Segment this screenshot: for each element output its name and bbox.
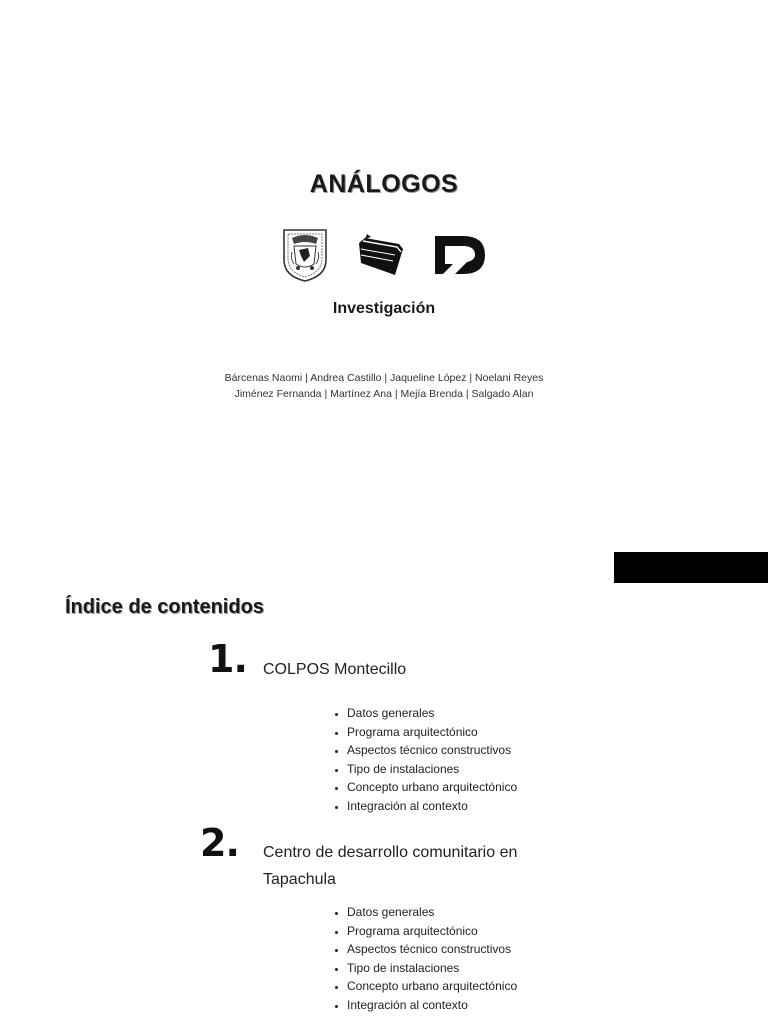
cd-logo-icon xyxy=(433,234,487,276)
toc-title: Índice de contenidos xyxy=(65,596,264,618)
section-number-2: 2. xyxy=(200,821,239,865)
document-title: ANÁLOGOS xyxy=(309,170,459,198)
faculty-architecture-icon xyxy=(357,231,405,277)
list-item[interactable]: • Datos generales xyxy=(347,704,517,723)
document-subtitle: Investigación xyxy=(332,300,436,317)
authors-line-1: Bárcenas Naomi | Andrea Castillo | Jaqueline López | Noelani Reyes xyxy=(224,372,544,384)
list-item[interactable]: • Concepto urbano arquitectónico xyxy=(347,778,517,797)
list-item[interactable]: • Programa arquitectónico xyxy=(347,723,517,742)
list-item[interactable]: • Integración al contexto xyxy=(347,996,517,1015)
section-2-items xyxy=(330,903,517,1014)
list-item[interactable]: • Aspectos técnico constructivos xyxy=(347,940,517,959)
logo-row xyxy=(0,226,768,286)
list-item[interactable]: • Integración al contexto xyxy=(347,797,517,816)
section-1-items xyxy=(330,704,517,815)
list-item[interactable]: • Aspectos técnico constructivos xyxy=(347,741,517,760)
section-number-1: 1. xyxy=(208,637,247,681)
authors-block xyxy=(0,370,768,402)
authors-line-2: Jiménez Fernanda | Martínez Ana | Mejía Brenda | Salgado Alan xyxy=(234,388,534,400)
list-item[interactable]: • Datos generales xyxy=(347,903,517,922)
list-item[interactable]: • Concepto urbano arquitectónico xyxy=(347,977,517,996)
list-item[interactable]: • Tipo de instalaciones xyxy=(347,959,517,978)
list-item[interactable]: • Programa arquitectónico xyxy=(347,922,517,941)
section-title-1[interactable]: COLPOS Montecillo xyxy=(263,661,407,678)
decorative-black-bar xyxy=(614,552,768,583)
list-item[interactable]: • Tipo de instalaciones xyxy=(347,760,517,779)
unam-seal-icon xyxy=(280,226,330,282)
section-title-2[interactable]: Centro de desarrollo comunitario en Tapachula xyxy=(263,844,518,888)
